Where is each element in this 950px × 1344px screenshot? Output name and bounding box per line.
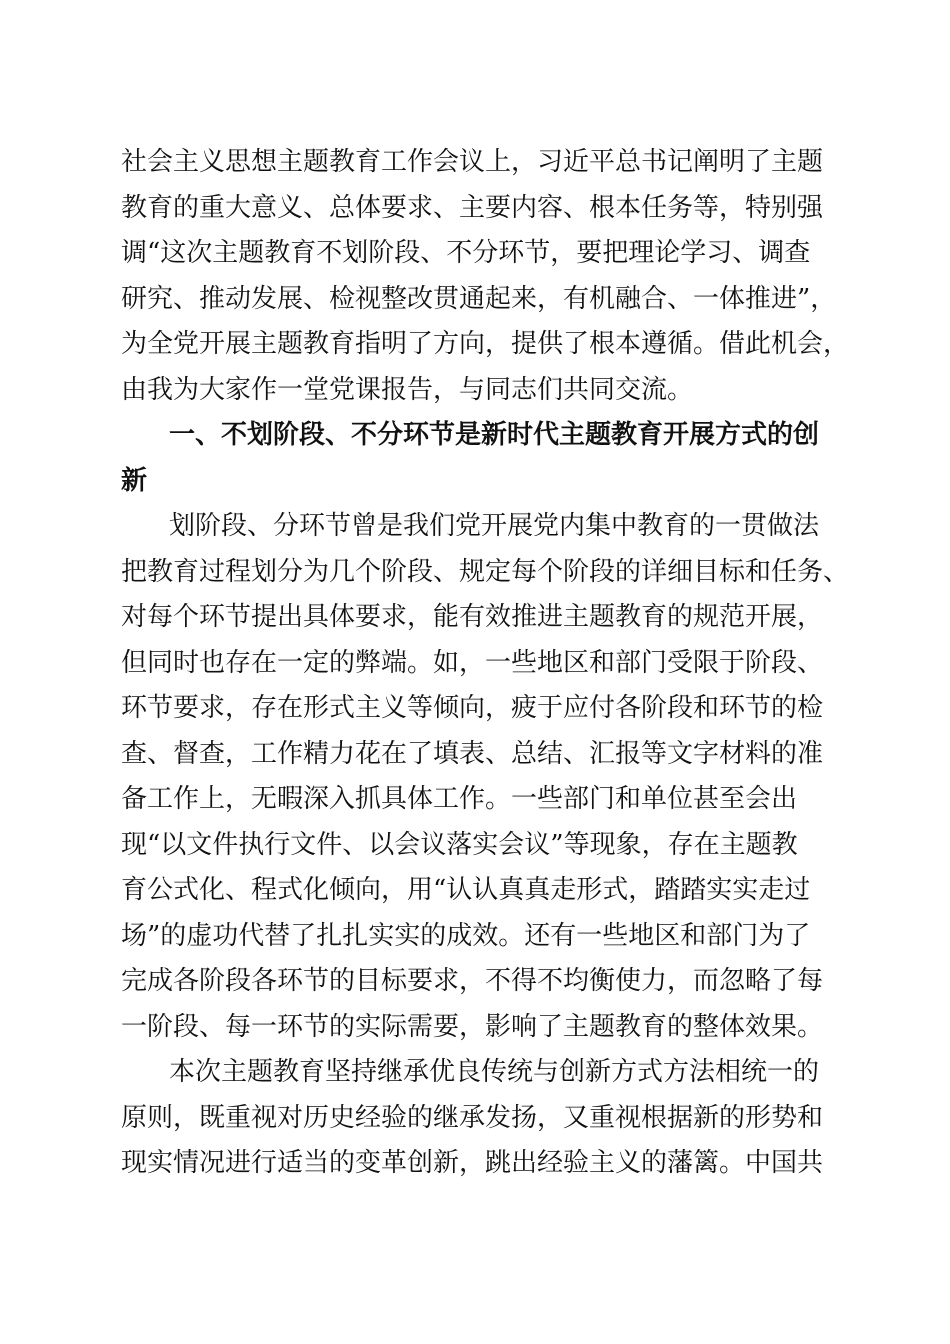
text-line: 原则，既重视对历史经验的继承发扬，又重视根据新的形势和	[121, 1102, 824, 1133]
text-line: 场”的虚功代替了扎扎实实的成效。还有一些地区和部门为了	[121, 920, 811, 951]
text-line: 由我为大家作一堂党课报告，与同志们共同交流。	[121, 374, 694, 405]
text-line: 查、督查，工作精力花在了填表、总结、汇报等文字材料的准	[121, 738, 824, 769]
text-line: 环节要求，存在形式主义等倾向，疲于应付各阶段和环节的检	[121, 693, 824, 723]
text-line: 现实情况进行适当的变革创新，跳出经验主义的藩篱。中国共	[121, 1148, 824, 1178]
text-line: 育公式化、程式化倾向，用“认认真真走形式，踏踏实实走过	[121, 875, 811, 905]
intro-paragraph	[121, 140, 850, 413]
text-line: 一阶段、每一环节的实际需要，影响了主题教育的整体效果。	[121, 1011, 824, 1042]
text-line: 对每个环节提出具体要求，能有效推进主题教育的规范开展，	[121, 602, 824, 632]
text-line: 研究、推动发展、检视整改贯通起来，有机融合、一体推进”，	[121, 283, 837, 314]
text-line: 为全党开展主题教育指明了方向，提供了根本遵循。借此机会，	[121, 329, 850, 359]
paragraph-2	[121, 504, 850, 1050]
text-line: 教育的重大意义、总体要求、主要内容、根本任务等，特别强	[121, 192, 824, 223]
text-line: 现“以文件执行文件、以会议落实会议”等现象，存在主题教	[121, 829, 798, 860]
heading-line: 新	[121, 465, 148, 496]
text-line: 划阶段、分环节曾是我们党开展党内集中教育的一贯做法	[169, 511, 820, 541]
text-line: 完成各阶段各环节的目标要求，不得不均衡使力，而忽略了每	[121, 966, 824, 996]
text-line: 社会主义思想主题教育工作会议上，习近平总书记阐明了主题	[121, 147, 824, 177]
text-line: 但同时也存在一定的弊端。如，一些地区和部门受限于阶段、	[121, 647, 824, 678]
text-line: 备工作上，无暇深入抓具体工作。一些部门和单位甚至会出	[121, 784, 798, 814]
document-body	[121, 140, 850, 1187]
text-line: 把教育过程划分为几个阶段、规定每个阶段的详细目标和任务、	[121, 556, 850, 587]
heading-line: 一、不划阶段、不分环节是新时代主题教育开展方式的创	[169, 420, 820, 450]
text-line: 调“这次主题教育不划阶段、不分环节，要把理论学习、调查	[121, 238, 811, 268]
section-heading	[121, 413, 833, 504]
text-line: 本次主题教育坚持继承优良传统与创新方式方法相统一的	[169, 1057, 820, 1087]
paragraph-3	[121, 1050, 833, 1187]
